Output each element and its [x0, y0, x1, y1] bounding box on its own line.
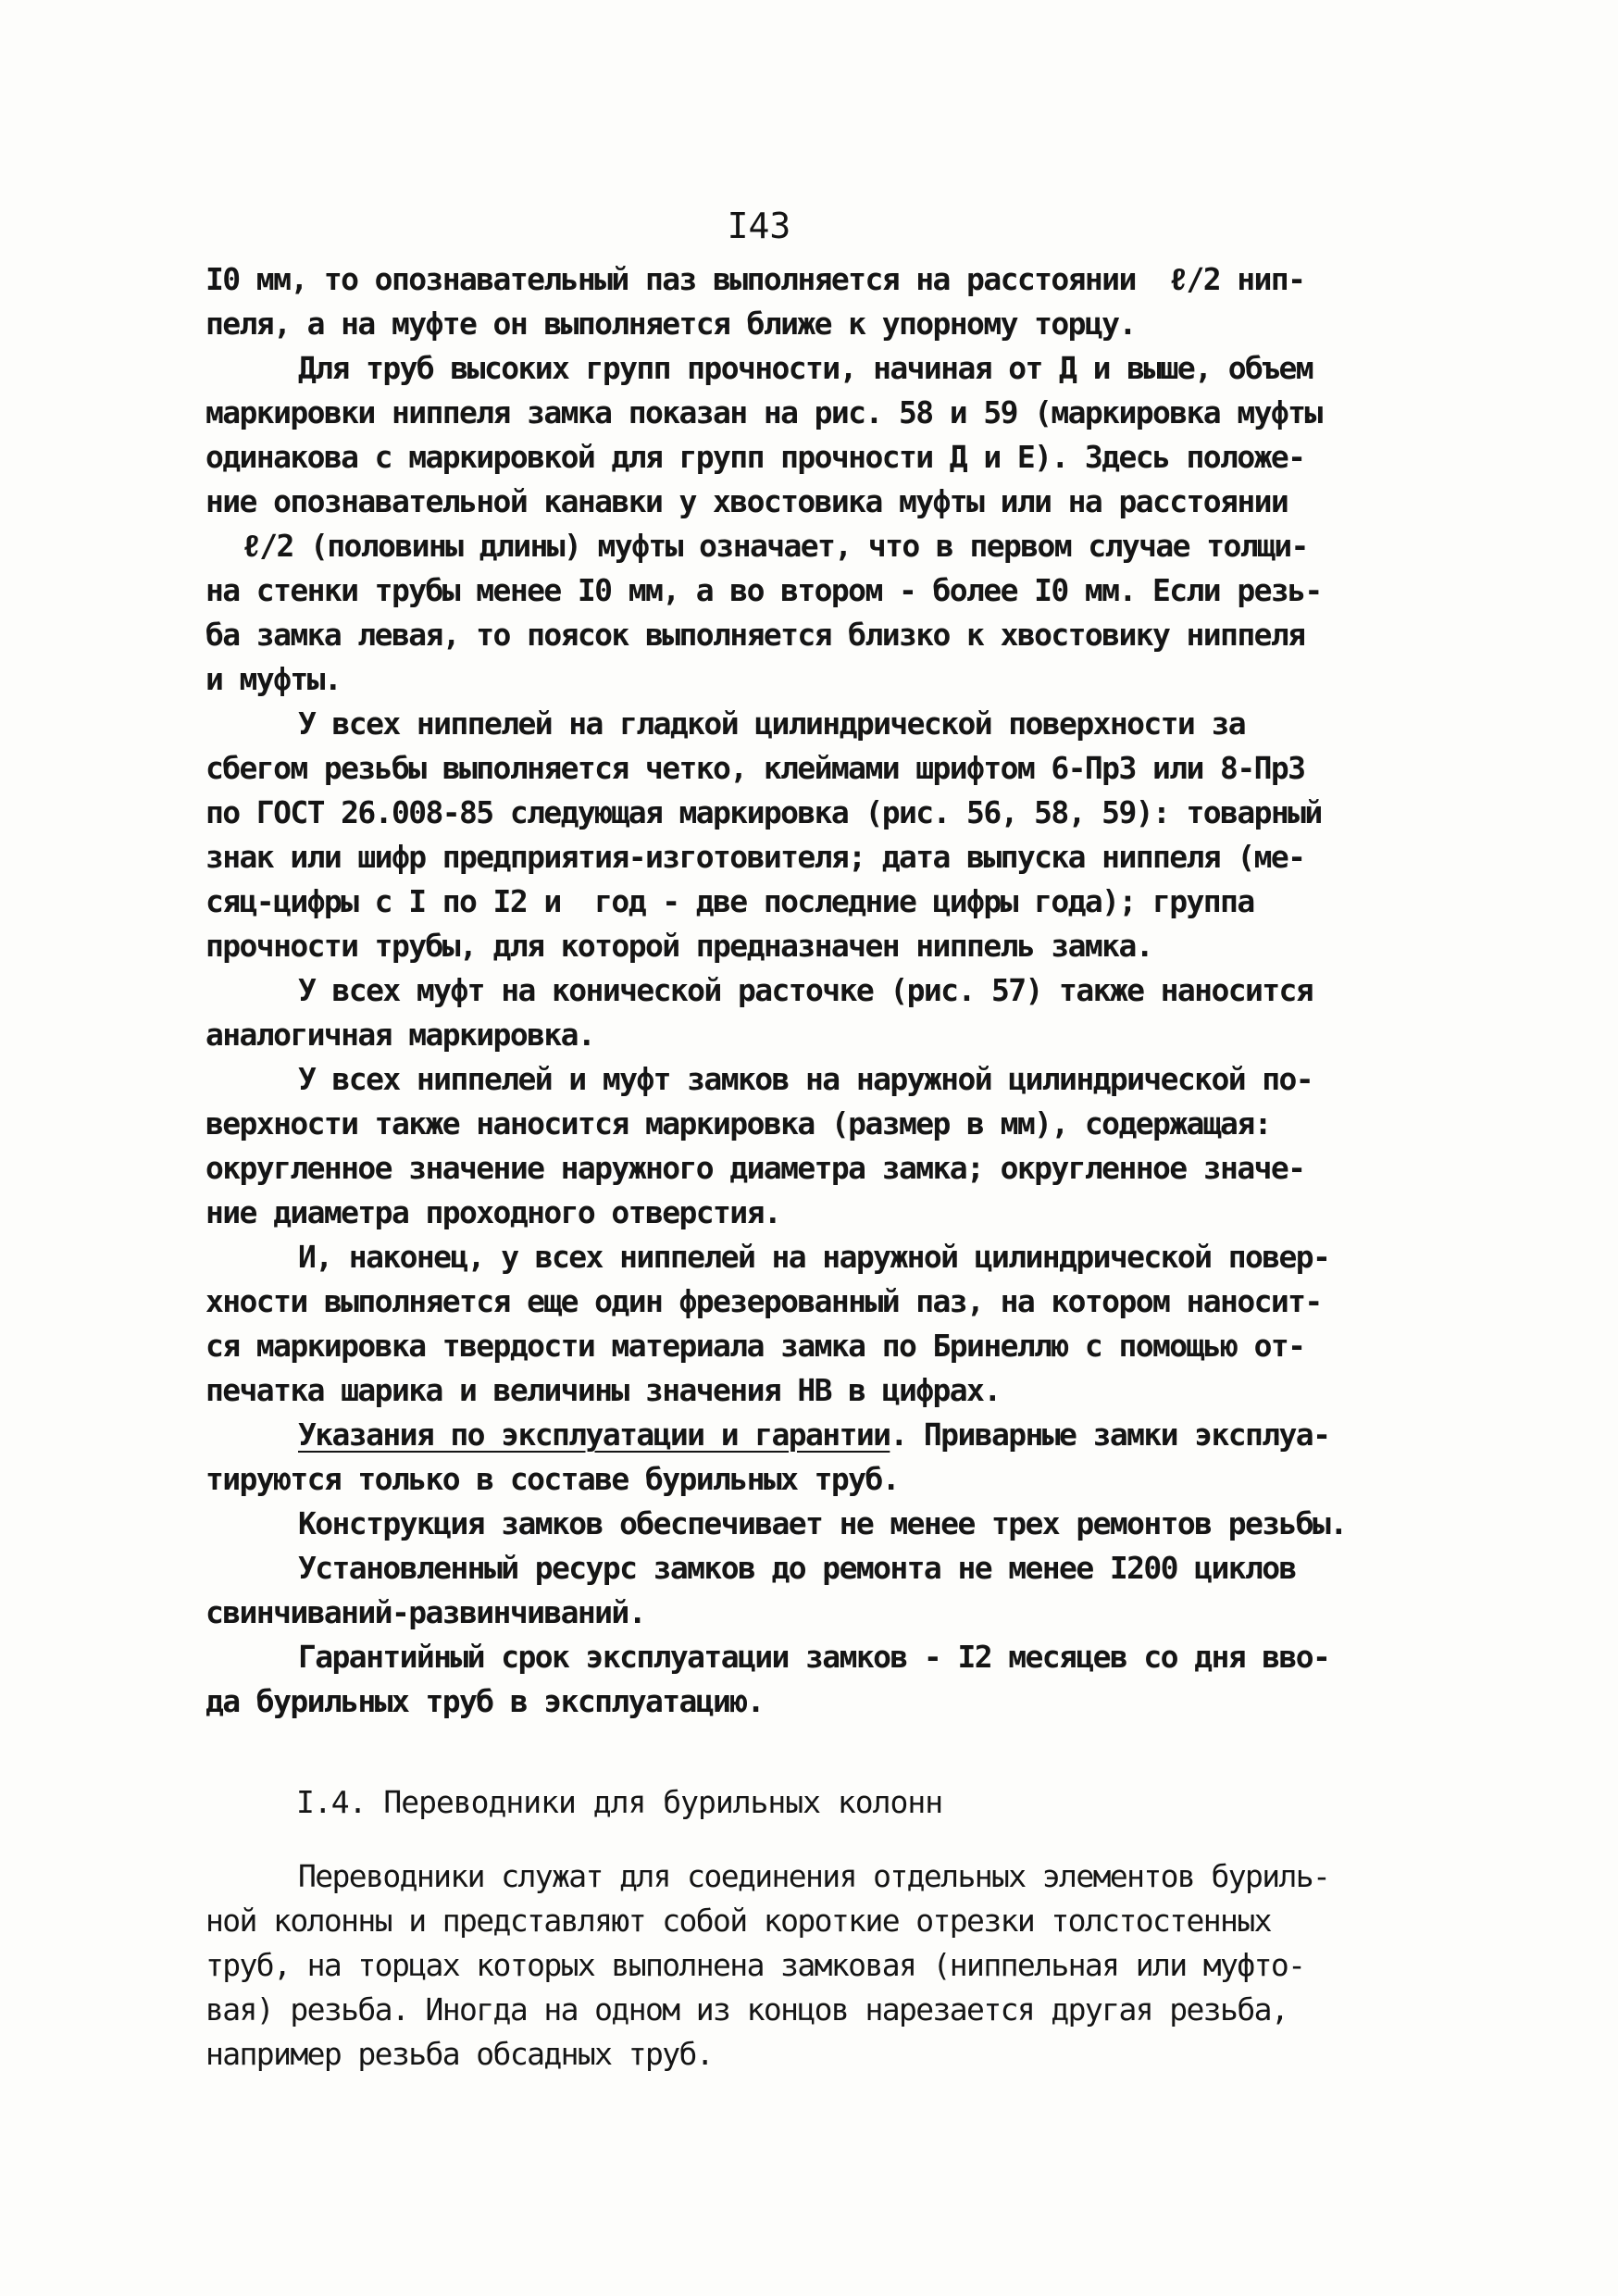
page-number: I43 — [727, 206, 791, 246]
text-line: И, наконец, у всех ниппелей на наружной цилиндрической повер- — [298, 1239, 1330, 1275]
text-line: ние диаметра проходного отверстия. — [205, 1194, 781, 1230]
text-line: Установленный ресурс замков до ремонта не менее I200 циклов — [298, 1550, 1296, 1586]
text-line: свинчиваний-развинчиваний. — [205, 1594, 645, 1630]
section-heading: I.4. Переводники для бурильных колонн — [296, 1784, 943, 1820]
text-line: маркировки ниппеля замка показан на рис. 58 и 59 (маркировка муфты — [205, 394, 1322, 430]
text-line: прочности трубы, для которой предназначен ниппель замка. — [205, 928, 1152, 964]
text-line: и муфты. — [205, 661, 342, 697]
text-line: ся маркировка твердости материала замка по Бринеллю с помощью от- — [205, 1328, 1305, 1364]
text-line: хности выполняется еще один фрезерованный паз, на котором наносит- — [205, 1283, 1322, 1319]
text-line: Гарантийный срок эксплуатации замков - I2 месяцев со дня вво- — [298, 1639, 1330, 1675]
text-line: Для труб высоких групп прочности, начиная от Д и выше, объем — [298, 350, 1313, 386]
body-text — [205, 257, 1418, 1724]
text-line: тируются только в составе бурильных труб. — [205, 1461, 899, 1497]
text-line: сяц-цифры с I по I2 и год - две последние цифры года); группа — [205, 883, 1254, 919]
text-line: У всех ниппелей и муфт замков на наружной цилиндрической по- — [298, 1061, 1313, 1097]
text-line: знак или шифр предприятия-изготовителя; дата выпуска ниппеля (ме- — [205, 839, 1305, 875]
text-line: У всех муфт на конической расточке (рис. 57) также наносится — [298, 972, 1313, 1008]
text-line: труб, на торцах которых выполнена замковая (ниппельная или муфто- — [205, 1947, 1305, 1983]
text-line: округленное значение наружного диаметра замка; округленное значе- — [205, 1150, 1305, 1186]
text-line: на стенки трубы менее I0 мм, а во втором - более I0 мм. Если резь- — [205, 572, 1322, 608]
text-line: вая) резьба. Иногда на одном из концов нарезается другая резьба, — [205, 1991, 1288, 2028]
text-line: Конструкция замков обеспечивает не менее трех ремонтов резьбы. — [298, 1505, 1347, 1541]
text-line: сбегом резьбы выполняется четко, клеймами шрифтом 6-ПрЗ или 8-ПрЗ — [205, 750, 1305, 786]
text-line: ба замка левая, то поясок выполняется близко к хвостовику ниппеля — [205, 617, 1305, 653]
text-line: ние опознавательной канавки у хвостовика муфты или на расстоянии — [205, 483, 1288, 519]
warranty-text: . Приварные замки эксплуа- — [890, 1416, 1330, 1453]
section-text — [205, 1854, 1418, 2077]
text-line: ℓ/2 (половины длины) муфты означает, что в первом случае толщи- — [243, 528, 1308, 564]
text-line: одинакова с маркировкой для групп прочности Д и Е). Здесь положе- — [205, 439, 1305, 475]
text-line: верхности также наносится маркировка (размер в мм), содержащая: — [205, 1105, 1271, 1142]
warranty-title: Указания по эксплуатации и гарантии — [298, 1416, 890, 1453]
text-line: например резьба обсадных труб. — [205, 2036, 714, 2072]
text-line: да бурильных труб в эксплуатацию. — [205, 1683, 764, 1719]
text-line: пеля, а на муфте он выполняется ближе к упорному торцу. — [205, 306, 1136, 342]
text-line: аналогичная маркировка. — [205, 1017, 595, 1053]
warranty-line — [205, 1413, 1418, 1457]
text-line: ной колонны и представляют собой короткие отрезки толстостенных — [205, 1903, 1271, 1939]
text-line: Переводники служат для соединения отдельных элементов буриль- — [298, 1858, 1330, 1894]
text-line: печатка шарика и величины значения НВ в цифрах. — [205, 1372, 1001, 1408]
text-line: по ГОСТ 26.008-85 следующая маркировка (рис. 56, 58, 59): товарный — [205, 794, 1322, 830]
text-line: У всех ниппелей на гладкой цилиндрической поверхности за — [298, 705, 1245, 742]
text-line: I0 мм, то опознавательный паз выполняется на расстоянии ℓ/2 нип- — [205, 261, 1305, 297]
